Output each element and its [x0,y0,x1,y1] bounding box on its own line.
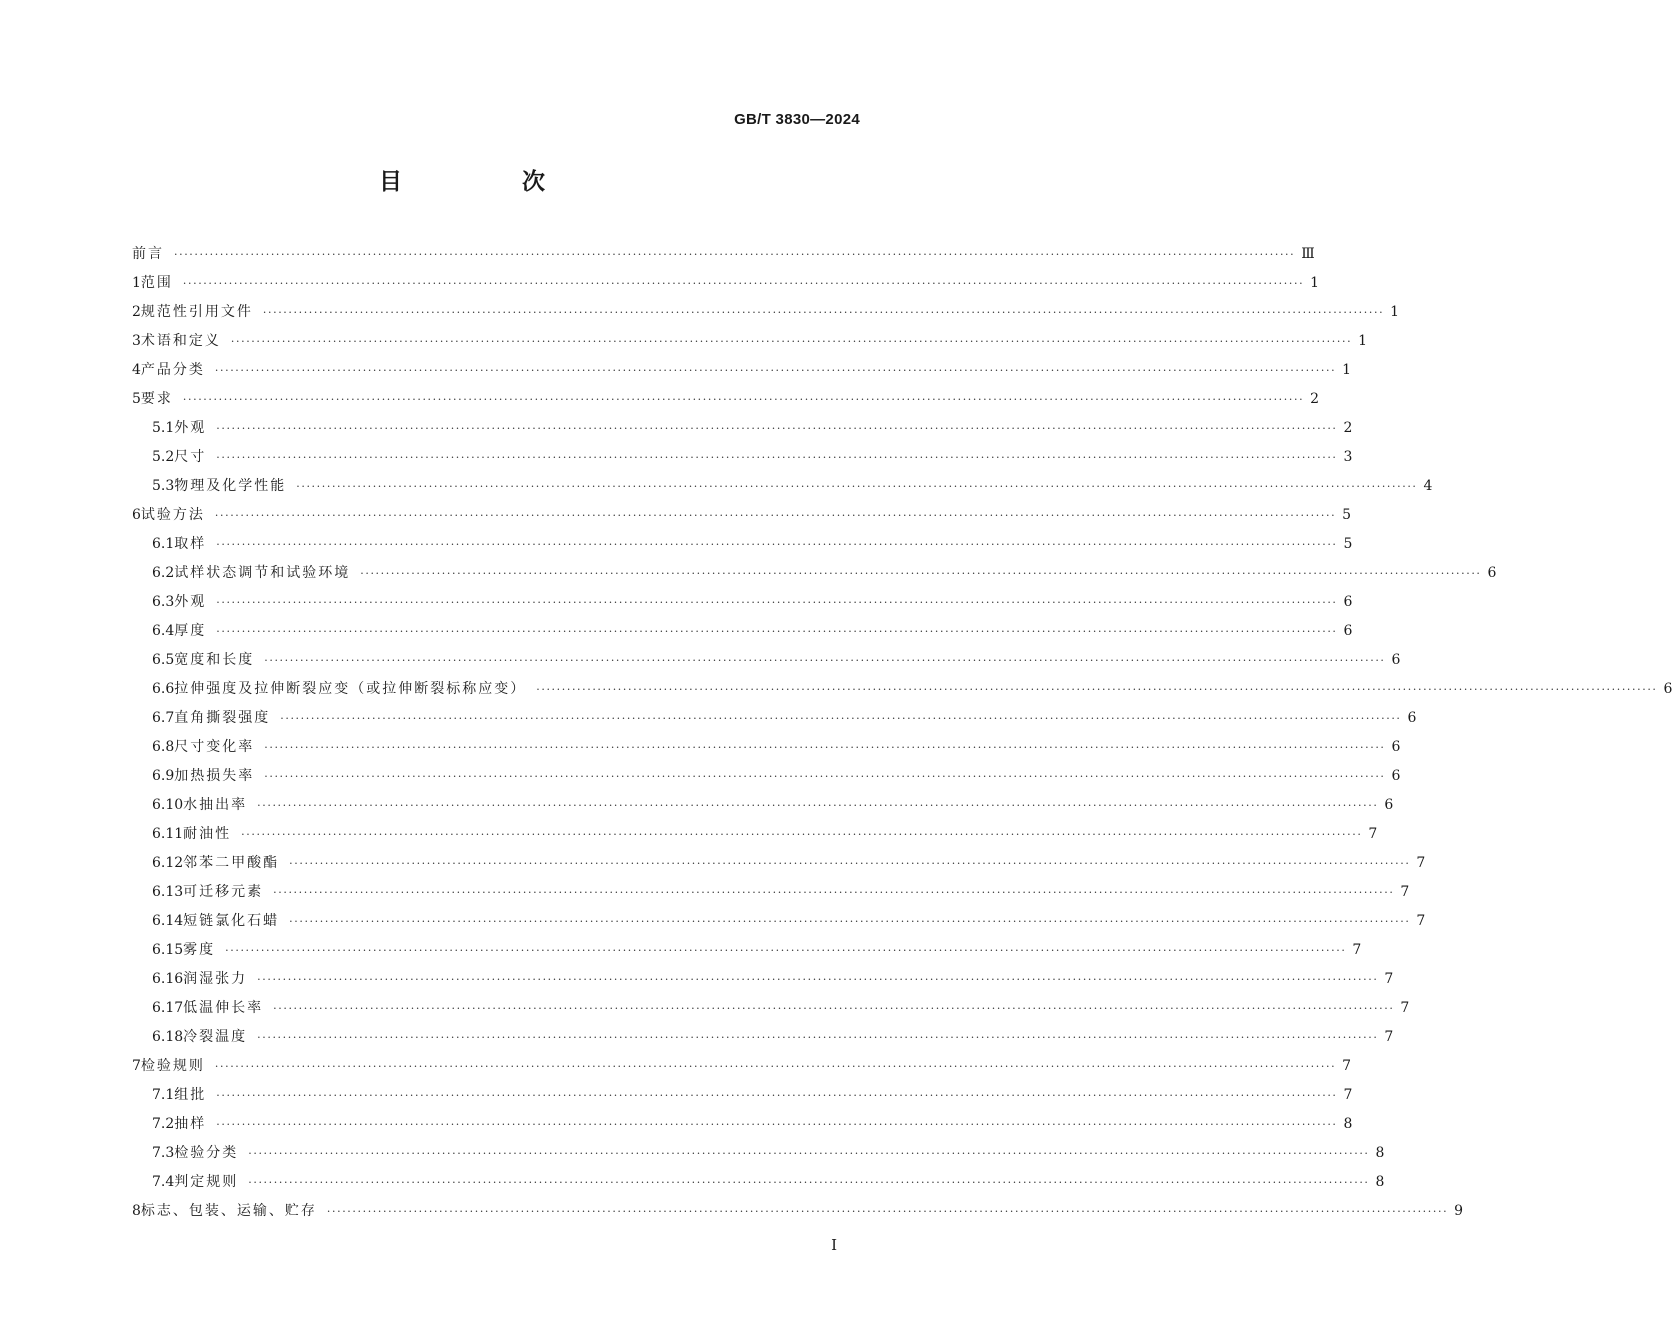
toc-entry-page: 7 [1416,855,1426,871]
toc-entry-page: 6 [1663,681,1672,697]
toc-leader-dots: ···························································································································································································································· [262,306,1385,319]
toc-entry-page: 5 [1343,536,1353,552]
toc-entry-number: 8 [132,1203,141,1219]
toc-entry[interactable] [132,472,1433,501]
toc-leader-dots: ···························································································································································································································· [280,712,1402,725]
toc-leader-dots: ···························································································································································································································· [264,654,1386,667]
toc-entry-label: 尺寸 [174,449,207,465]
toc-entry-label: 抽样 [174,1116,207,1132]
toc-entry-page: 6 [1487,565,1497,581]
toc-entry-page: 6 [1407,710,1417,726]
toc-entry-page: 6 [1391,768,1401,784]
toc-entry-number: 7.2 [152,1116,175,1132]
toc-entry-label: 组批 [174,1087,207,1103]
toc-entry-page: 6 [1391,652,1401,668]
toc-entry-page: 7 [1352,942,1362,958]
toc-leader-dots: ···························································································································································································································· [289,857,1411,870]
toc-entry-label: 外观 [174,594,207,610]
toc-entry-number: 4 [132,362,141,378]
toc-entry[interactable] [132,588,1353,617]
toc-entry-label: 低温伸长率 [183,1000,264,1016]
toc-entry-number: 5.1 [152,420,175,436]
toc-leader-dots: ···························································································································································································································· [216,1089,1338,1102]
toc-entry-page: 7 [1368,826,1378,842]
toc-entry-number: 7 [132,1058,141,1074]
toc-leader-dots: ···························································································································································································································· [174,248,1296,261]
toc-leader-dots: ···························································································································································································································· [216,422,1338,435]
toc-entry[interactable] [132,443,1353,472]
toc-entry-number: 1 [132,275,141,291]
toc-leader-dots: ···························································································································································································································· [326,1205,1449,1218]
toc-entry-label: 前言 [132,246,164,262]
toc-entry-label: 润湿张力 [183,971,248,987]
toc-entry[interactable] [132,791,1394,820]
toc-entry-page: 1 [1390,304,1400,320]
toc-entry-number: 6.11 [152,826,184,842]
toc-entry-number: 5.3 [152,478,175,494]
toc-leader-dots: ···························································································································································································································· [273,886,1395,899]
toc-entry[interactable] [132,1197,1464,1226]
toc-entry-label: 雾度 [183,942,216,958]
toc-leader-dots: ···························································································································································································································· [296,480,1418,493]
toc-entry[interactable] [132,907,1426,936]
toc-entry-page: 7 [1342,1058,1352,1074]
table-of-contents [132,240,1672,1226]
toc-entry[interactable] [132,820,1378,849]
toc-entry-page: 7 [1416,913,1426,929]
toc-entry-label: 检验分类 [174,1145,239,1161]
toc-entry-page: 1 [1358,333,1368,349]
toc-entry-label: 短链氯化石蜡 [183,913,280,929]
toc-entry-label: 水抽出率 [183,797,248,813]
toc-entry-page: 6 [1343,594,1353,610]
page-title: 目 次 [378,169,601,195]
toc-entry-number: 5.2 [152,449,175,465]
toc-leader-dots: ···························································································································································································································· [289,915,1411,928]
toc-entry-label: 术语和定义 [140,333,221,349]
toc-entry[interactable] [132,1110,1353,1139]
toc-entry[interactable] [132,936,1362,965]
toc-entry-page: 5 [1342,507,1352,523]
toc-entry-page: 8 [1375,1174,1385,1190]
toc-entry-label: 冷裂温度 [183,1029,248,1045]
toc-entry[interactable] [132,849,1426,878]
toc-entry[interactable] [132,733,1401,762]
toc-entry-number: 6.14 [152,913,184,929]
toc-entry-page: 8 [1375,1145,1385,1161]
toc-entry-number: 6.10 [152,797,184,813]
toc-entry-number: 2 [132,304,141,320]
toc-leader-dots: ···························································································································································································································· [257,1031,1379,1044]
toc-leader-dots: ···························································································································································································································· [216,538,1338,551]
toc-entry[interactable] [132,1052,1352,1081]
toc-leader-dots: ···························································································································································································································· [257,973,1379,986]
toc-entry-page: 1 [1310,275,1320,291]
toc-leader-dots: ···························································································································································································································· [273,1002,1395,1015]
toc-entry-page: 7 [1400,1000,1410,1016]
toc-entry-number: 6.12 [152,855,184,871]
toc-entry-label: 加热损失率 [174,768,255,784]
toc-entry-label: 尺寸变化率 [174,739,255,755]
toc-leader-dots: ···························································································································································································································· [264,770,1386,783]
toc-entry-label: 外观 [174,420,207,436]
toc-entry-number: 6.18 [152,1029,184,1045]
toc-entry[interactable] [132,240,1315,269]
toc-entry-page: 7 [1384,971,1394,987]
toc-entry-label: 拉伸强度及拉伸断裂应变（或拉伸断裂标称应变） [174,681,527,697]
toc-leader-dots: ···························································································································································································································· [230,335,1353,348]
toc-entry[interactable] [132,878,1410,907]
toc-entry-number: 6 [132,507,141,523]
toc-entry[interactable] [132,617,1353,646]
toc-entry[interactable] [132,414,1353,443]
toc-entry[interactable] [132,704,1417,733]
toc-entry-number: 7.1 [152,1087,175,1103]
toc-entry-label: 范围 [140,275,173,291]
toc-leader-dots: ···························································································································································································································· [225,944,1347,957]
toc-leader-dots: ···························································································································································································································· [216,1118,1338,1131]
toc-entry-page: 6 [1391,739,1401,755]
toc-entry[interactable] [132,762,1401,791]
toc-entry-number: 6.3 [152,594,175,610]
toc-entry[interactable] [132,1168,1385,1197]
toc-entry-label: 试样状态调节和试验环境 [174,565,351,581]
toc-entry[interactable] [132,675,1672,704]
toc-entry-number: 6.17 [152,1000,184,1016]
toc-entry[interactable] [132,501,1352,530]
toc-leader-dots: ···························································································································································································································· [214,364,1337,377]
toc-entry-page: 6 [1343,623,1353,639]
toc-entry[interactable] [132,1081,1353,1110]
toc-entry[interactable] [132,298,1400,327]
toc-entry-label: 物理及化学性能 [174,478,287,494]
toc-entry-number: 7.4 [152,1174,175,1190]
toc-entry-number: 6.9 [152,768,175,784]
toc-leader-dots: ···························································································································································································································· [248,1176,1370,1189]
toc-entry-number: 6.16 [152,971,184,987]
toc-entry-label: 判定规则 [174,1174,239,1190]
toc-entry-label: 邻苯二甲酸酯 [183,855,280,871]
toc-entry-page: 6 [1384,797,1394,813]
toc-entry-page: 3 [1343,449,1353,465]
toc-entry-page: 1 [1342,362,1352,378]
toc-entry[interactable] [132,646,1401,675]
toc-leader-dots: ···························································································································································································································· [264,741,1386,754]
toc-leader-dots: ···························································································································································································································· [248,1147,1370,1160]
toc-entry-number: 6.15 [152,942,184,958]
toc-entry-label: 可迁移元素 [183,884,264,900]
toc-entry-label: 直角撕裂强度 [174,710,271,726]
standard-code: GB/T 3830—2024 [734,111,860,128]
toc-entry-page: 7 [1400,884,1410,900]
toc-entry-number: 6.6 [152,681,175,697]
toc-entry[interactable] [132,356,1352,385]
toc-entry-page: 8 [1343,1116,1353,1132]
toc-entry-label: 耐油性 [183,826,232,842]
toc-entry-page: 4 [1423,478,1433,494]
toc-entry[interactable] [132,1139,1385,1168]
toc-entry-label: 试验方法 [140,507,205,523]
toc-entry-number: 5 [132,391,141,407]
toc-entry-label: 产品分类 [140,362,205,378]
toc-entry-page: 9 [1454,1203,1464,1219]
toc-leader-dots: ···························································································································································································································· [214,509,1337,522]
toc-entry-number: 6.7 [152,710,175,726]
page-number: I [831,1236,837,1254]
toc-entry[interactable] [132,385,1320,414]
toc-leader-dots: ···························································································································································································································· [216,451,1338,464]
toc-entry[interactable] [132,269,1320,298]
toc-leader-dots: ···························································································································································································································· [216,596,1338,609]
toc-entry[interactable] [132,965,1394,994]
toc-entry-number: 7.3 [152,1145,175,1161]
toc-entry[interactable] [132,559,1497,588]
toc-leader-dots: ···························································································································································································································· [360,567,1482,580]
toc-entry[interactable] [132,327,1368,356]
toc-entry[interactable] [132,1023,1394,1052]
toc-entry-number: 6.1 [152,536,175,552]
toc-entry-label: 要求 [140,391,173,407]
toc-entry-label: 厚度 [174,623,207,639]
toc-entry[interactable] [132,994,1410,1023]
toc-entry-page: 7 [1384,1029,1394,1045]
toc-entry-label: 标志、包装、运输、贮存 [140,1203,317,1219]
toc-entry-number: 6.5 [152,652,175,668]
toc-entry-page: 2 [1310,391,1320,407]
toc-entry-label: 宽度和长度 [174,652,255,668]
toc-entry-page: 7 [1343,1087,1353,1103]
toc-leader-dots: ···························································································································································································································· [216,625,1338,638]
toc-entry-label: 取样 [174,536,207,552]
toc-leader-dots: ···························································································································································································································· [536,683,1658,696]
toc-entry-number: 6.13 [152,884,184,900]
toc-entry-page: 2 [1343,420,1353,436]
toc-entry-number: 3 [132,333,141,349]
toc-entry-page: Ⅲ [1301,246,1315,262]
toc-entry-label: 检验规则 [140,1058,205,1074]
toc-leader-dots: ···························································································································································································································· [241,828,1363,841]
toc-leader-dots: ···························································································································································································································· [182,277,1305,290]
toc-entry-number: 6.4 [152,623,175,639]
toc-entry-number: 6.2 [152,565,175,581]
toc-leader-dots: ···························································································································································································································· [214,1060,1337,1073]
toc-entry-number: 6.8 [152,739,175,755]
toc-leader-dots: ···························································································································································································································· [257,799,1379,812]
toc-entry[interactable] [132,530,1353,559]
toc-leader-dots: ···························································································································································································································· [182,393,1305,406]
toc-entry-label: 规范性引用文件 [140,304,253,320]
